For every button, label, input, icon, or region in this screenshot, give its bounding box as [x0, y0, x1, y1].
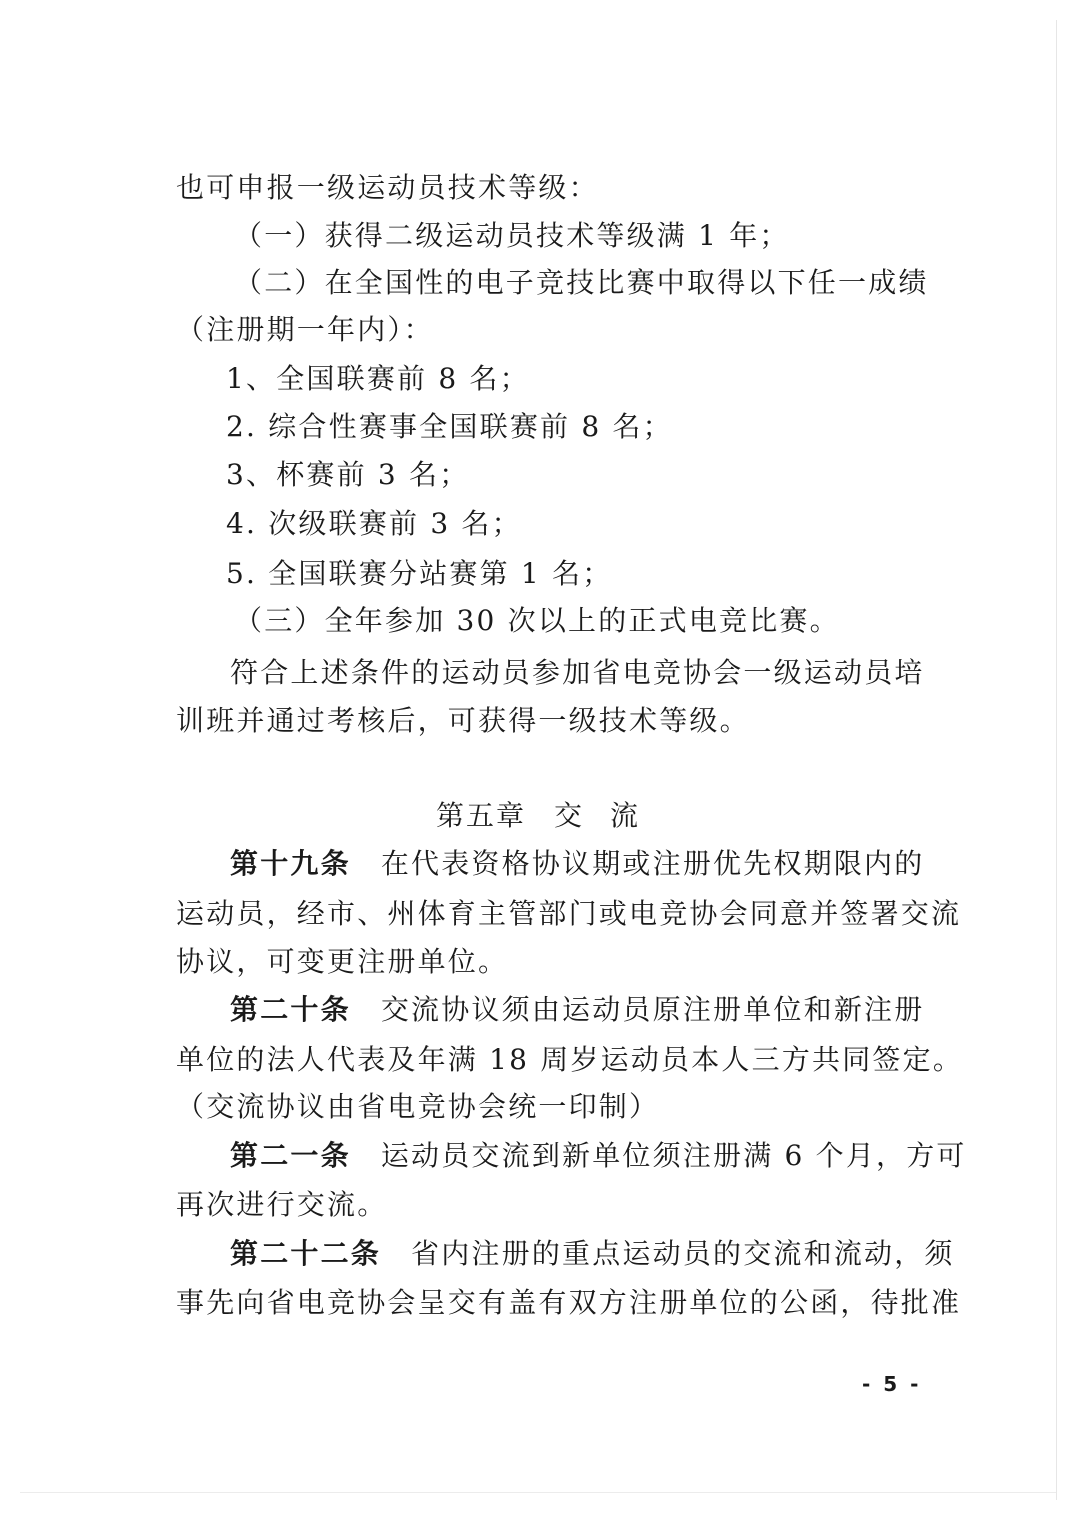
page-edge-bottom	[20, 1492, 1056, 1493]
article-first-line	[230, 1138, 967, 1174]
article-title: 第十九条	[230, 847, 351, 880]
text-line: 1、全国联赛前 8 名；	[226, 362, 530, 395]
text-line: 训班并通过考核后，可获得一级技术等级。	[176, 704, 750, 737]
text-line: 4. 次级联赛前 3 名；	[226, 507, 522, 540]
article-text: 交流协议须由运动员原注册单位和新注册	[380, 993, 925, 1026]
text-line: （交流协议由省电竞协会统一印制）	[176, 1090, 660, 1123]
text-line: （注册期一年内）：	[176, 313, 434, 346]
article-text: 省内注册的重点运动员的交流和流动，须	[411, 1237, 955, 1270]
chapter-heading-char: 流	[610, 799, 641, 832]
text-line: 事先向省电竞协会呈交有盖有双方注册单位的公函，待批准	[176, 1286, 962, 1319]
article-title: 第二十条	[230, 993, 351, 1026]
text-line: 3、杯赛前 3 名；	[226, 458, 470, 491]
text-line: （二）在全国性的电子竞技比赛中取得以下任一成绩	[234, 266, 929, 299]
text-line: 协议，可变更注册单位。	[176, 945, 509, 978]
text-line: （三）全年参加 30 次以上的正式电竞比赛。	[234, 604, 840, 637]
text-line: 2. 综合性赛事全国联赛前 8 名；	[226, 410, 673, 443]
article-title: 第二一条	[230, 1139, 351, 1172]
text-line: 5. 全国联赛分站赛第 1 名；	[226, 557, 613, 590]
article-first-line	[230, 992, 924, 1028]
page-edge-right	[1056, 20, 1057, 1500]
chapter-heading	[436, 798, 640, 834]
text-line: 单位的法人代表及年满 18 周岁运动员本人三方共同签定。	[176, 1043, 964, 1076]
text-line: 也可申报一级运动员技术等级：	[176, 171, 599, 204]
article-first-line	[230, 846, 924, 882]
page-number: - 5 -	[862, 1372, 922, 1396]
chapter-heading-number: 第五章	[436, 799, 527, 832]
article-text: 在代表资格协议期或注册优先权期限内的	[380, 847, 925, 880]
text-line: 运动员，经市、州体育主管部门或电竞协会同意并签署交流	[176, 897, 962, 930]
article-text: 运动员交流到新单位须注册满 6 个月，方可	[380, 1139, 967, 1172]
article-title: 第二十二条	[230, 1237, 382, 1270]
text-line: （一）获得二级运动员技术等级满 1 年；	[234, 219, 790, 252]
text-line: 符合上述条件的运动员参加省电竞协会一级运动员培	[230, 656, 925, 689]
text-line: 再次进行交流。	[176, 1188, 388, 1221]
article-first-line	[230, 1236, 955, 1272]
chapter-heading-char: 交	[554, 799, 585, 832]
